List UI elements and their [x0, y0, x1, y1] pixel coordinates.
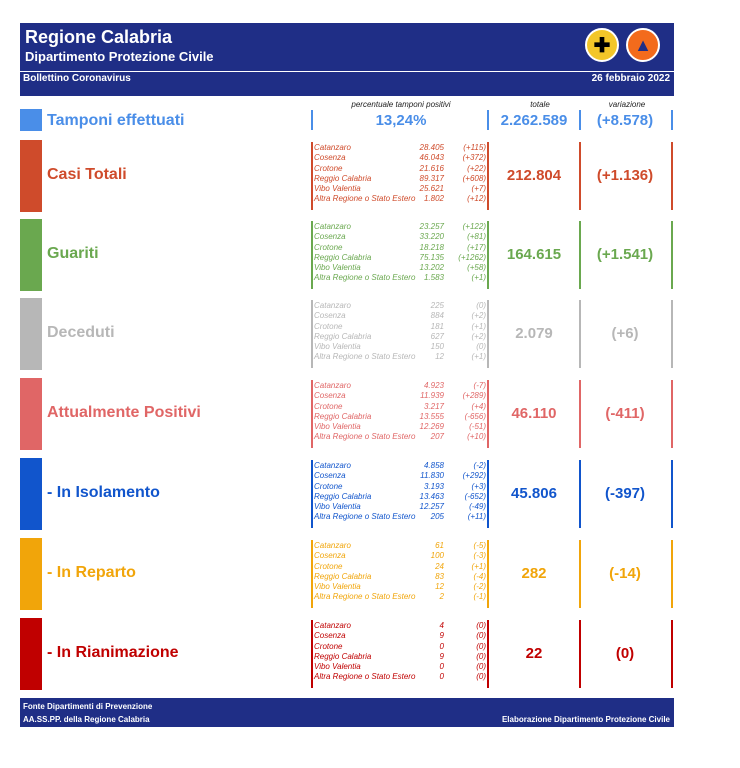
province-delta: (+1) — [471, 321, 486, 331]
province-row — [314, 232, 488, 242]
column-separator — [671, 142, 673, 210]
province-delta: (+12) — [467, 194, 486, 204]
province-row — [314, 164, 488, 174]
column-separator — [671, 620, 673, 688]
province-delta: (0) — [476, 662, 486, 672]
column-separator — [311, 300, 313, 368]
province-name: Crotone — [314, 641, 343, 651]
province-name: Altra Regione o Stato Estero — [314, 273, 416, 283]
bulletin-label: Bollettino Coronavirus — [23, 73, 131, 84]
province-row — [314, 642, 488, 652]
province-delta: (-1) — [473, 592, 486, 602]
province-breakdown — [314, 381, 488, 443]
tamponi-swatch — [20, 109, 42, 131]
province-delta: (+608) — [462, 173, 486, 183]
tamponi-separator — [579, 110, 581, 130]
province-name: Cosenza — [314, 551, 346, 561]
header-divider — [20, 86, 674, 96]
province-row — [314, 381, 488, 391]
province-value: 33.220 — [419, 232, 444, 242]
column-separator — [579, 300, 581, 368]
elaboration-credit: Elaborazione Dipartimento Protezione Civile — [501, 715, 670, 724]
province-delta: (+17) — [467, 242, 486, 252]
province-delta: (-2) — [473, 582, 486, 592]
province-value: 9 — [439, 651, 444, 661]
province-delta: (+1) — [471, 352, 486, 362]
province-value: 28.405 — [419, 143, 444, 152]
province-name: Reggio Calabria — [314, 331, 372, 341]
province-row — [314, 194, 488, 204]
province-row — [314, 332, 488, 342]
province-delta: (+372) — [462, 153, 486, 163]
section-row — [20, 458, 674, 530]
province-delta: (+58) — [467, 263, 486, 273]
province-row — [314, 342, 488, 352]
column-separator — [311, 460, 313, 528]
province-delta: (-3) — [473, 551, 486, 561]
section-swatch — [20, 538, 42, 610]
province-row — [314, 311, 488, 321]
province-value: 207 — [430, 432, 444, 442]
province-name: Altra Regione o Stato Estero — [314, 592, 416, 602]
province-name: Altra Regione o Stato Estero — [314, 512, 416, 522]
percent-column-header: percentuale tamponi positivi — [351, 100, 451, 109]
province-name: Reggio Calabria — [314, 411, 372, 421]
province-delta: (0) — [476, 621, 486, 630]
column-separator — [579, 221, 581, 289]
province-value: 46.043 — [419, 153, 444, 163]
column-separator — [671, 540, 673, 608]
section-change: (+1.136) — [596, 167, 654, 184]
province-value: 181 — [430, 321, 444, 331]
province-delta: (+292) — [462, 471, 486, 481]
province-name: Vibo Valentia — [314, 582, 361, 592]
province-value: 23.257 — [419, 222, 444, 231]
province-name: Vibo Valentia — [314, 263, 361, 273]
province-name: Cosenza — [314, 153, 346, 163]
province-value: 18.218 — [419, 242, 444, 252]
province-delta: (-2) — [473, 461, 486, 470]
province-row — [314, 263, 488, 273]
column-separator — [311, 221, 313, 289]
province-row — [314, 402, 488, 412]
province-delta: (+3) — [471, 481, 486, 491]
province-row — [314, 562, 488, 572]
section-change: (+1.541) — [596, 246, 654, 263]
province-name: Cosenza — [314, 391, 346, 401]
section-total: 22 — [525, 645, 543, 662]
province-delta: (+10) — [467, 432, 486, 442]
province-breakdown — [314, 301, 488, 363]
source-line-2: AA.SS.PP. della Regione Calabria — [23, 715, 150, 724]
section-row — [20, 378, 674, 450]
section-total: 212.804 — [506, 167, 562, 184]
province-name: Catanzaro — [314, 301, 351, 310]
footer-bar — [20, 698, 674, 727]
province-name: Crotone — [314, 561, 343, 571]
section-row — [20, 538, 674, 610]
province-row — [314, 143, 488, 153]
section-total: 2.079 — [515, 325, 553, 342]
province-value: 13.202 — [419, 263, 444, 273]
province-name: Cosenza — [314, 232, 346, 242]
province-name: Cosenza — [314, 631, 346, 641]
province-row — [314, 541, 488, 551]
tamponi-change: (+8.578) — [596, 112, 654, 129]
province-value: 4.923 — [423, 381, 444, 390]
region-title: Regione Calabria — [25, 27, 173, 47]
province-name: Cosenza — [314, 311, 346, 321]
section-label: Attualmente Positivi — [47, 404, 201, 421]
province-value: 1.802 — [423, 194, 444, 204]
total-column-header: totale — [530, 100, 550, 109]
province-name: Reggio Calabria — [314, 252, 372, 262]
province-delta: (+7) — [471, 184, 486, 194]
tamponi-row — [20, 109, 674, 131]
province-name: Vibo Valentia — [314, 422, 361, 432]
province-breakdown — [314, 621, 488, 683]
province-delta: (0) — [476, 672, 486, 682]
province-value: 1.583 — [423, 273, 444, 283]
province-name: Catanzaro — [314, 541, 351, 550]
province-delta: (0) — [476, 631, 486, 641]
column-separator — [311, 380, 313, 448]
source-line-1: Fonte Dipartimenti di Prevenzione — [23, 702, 153, 711]
province-value: 13.555 — [419, 411, 444, 421]
province-value: 75.135 — [419, 252, 444, 262]
province-name: Reggio Calabria — [314, 571, 372, 581]
column-separator — [579, 460, 581, 528]
province-delta: (+11) — [467, 512, 486, 522]
section-row — [20, 298, 674, 370]
province-value: 884 — [430, 311, 444, 321]
province-delta: (+1) — [471, 561, 486, 571]
province-value: 13.463 — [419, 491, 444, 501]
column-separator — [579, 540, 581, 608]
province-row — [314, 492, 488, 502]
section-swatch — [20, 458, 42, 530]
section-total: 45.806 — [511, 485, 557, 502]
province-name: Vibo Valentia — [314, 342, 361, 352]
province-row — [314, 652, 488, 662]
province-row — [314, 572, 488, 582]
province-name: Altra Regione o Stato Estero — [314, 432, 416, 442]
province-row — [314, 253, 488, 263]
province-name: Catanzaro — [314, 143, 351, 152]
province-delta: (-7) — [473, 381, 486, 390]
province-breakdown — [314, 222, 488, 284]
province-row — [314, 422, 488, 432]
section-total: 164.615 — [506, 246, 562, 263]
province-value: 12.257 — [419, 502, 444, 512]
province-row — [314, 672, 488, 682]
province-row — [314, 471, 488, 481]
column-separator — [671, 300, 673, 368]
province-row — [314, 432, 488, 442]
column-separator — [311, 540, 313, 608]
section-change: (-14) — [609, 565, 641, 582]
province-delta: (+1) — [471, 273, 486, 283]
province-delta: (+122) — [462, 222, 486, 231]
section-total: 282 — [521, 565, 547, 582]
section-row — [20, 140, 674, 212]
province-row — [314, 412, 488, 422]
province-name: Altra Regione o Stato Estero — [314, 194, 416, 204]
section-swatch — [20, 378, 42, 450]
section-swatch — [20, 618, 42, 690]
province-row — [314, 174, 488, 184]
section-change: (+6) — [611, 325, 639, 342]
province-value: 24 — [435, 561, 444, 571]
section-swatch — [20, 140, 42, 212]
column-separator — [579, 380, 581, 448]
province-row — [314, 512, 488, 522]
province-value: 150 — [430, 342, 444, 352]
section-label: Deceduti — [47, 324, 115, 341]
province-name: Vibo Valentia — [314, 502, 361, 512]
province-value: 0 — [439, 662, 444, 672]
province-delta: (0) — [476, 641, 486, 651]
province-name: Crotone — [314, 401, 343, 411]
change-column-header: variazione — [608, 100, 646, 109]
tamponi-separator — [487, 110, 489, 130]
province-value: 225 — [430, 301, 444, 310]
section-swatch — [20, 298, 42, 370]
province-delta: (-5) — [473, 541, 486, 550]
section-label: Casi Totali — [47, 166, 127, 183]
province-value: 12 — [435, 352, 444, 362]
province-row — [314, 621, 488, 631]
column-separator — [671, 221, 673, 289]
province-delta: (+81) — [467, 232, 486, 242]
province-row — [314, 551, 488, 561]
section-total: 46.110 — [511, 405, 557, 422]
province-name: Catanzaro — [314, 461, 351, 470]
province-value: 89.317 — [419, 173, 444, 183]
province-name: Crotone — [314, 321, 343, 331]
province-name: Catanzaro — [314, 222, 351, 231]
column-separator — [671, 380, 673, 448]
province-row — [314, 153, 488, 163]
province-row — [314, 301, 488, 311]
province-value: 0 — [439, 672, 444, 682]
section-swatch — [20, 219, 42, 291]
column-separator — [311, 620, 313, 688]
section-label: Guariti — [47, 245, 99, 262]
province-name: Catanzaro — [314, 381, 351, 390]
province-delta: (0) — [476, 342, 486, 352]
province-row — [314, 631, 488, 641]
province-row — [314, 222, 488, 232]
province-value: 11.939 — [420, 391, 444, 401]
province-name: Crotone — [314, 481, 343, 491]
province-value: 2 — [439, 592, 444, 602]
province-row — [314, 502, 488, 512]
province-row — [314, 582, 488, 592]
province-row — [314, 352, 488, 362]
column-separator — [671, 460, 673, 528]
province-row — [314, 322, 488, 332]
province-value: 12 — [435, 582, 444, 592]
province-delta: (-656) — [464, 411, 486, 421]
section-label: - In Reparto — [47, 564, 136, 581]
province-name: Vibo Valentia — [314, 184, 361, 194]
province-value: 3.193 — [423, 481, 444, 491]
province-delta: (+22) — [467, 163, 486, 173]
tamponi-separator — [671, 110, 673, 130]
province-value: 3.217 — [423, 401, 444, 411]
province-name: Crotone — [314, 242, 343, 252]
province-value: 4.858 — [423, 461, 444, 470]
province-value: 205 — [430, 512, 444, 522]
civil-protection-logo-icon: ▲ — [626, 28, 660, 62]
province-row — [314, 662, 488, 672]
province-delta: (+2) — [471, 311, 486, 321]
column-separator — [311, 142, 313, 210]
bulletin-bar — [20, 71, 674, 86]
province-value: 61 — [435, 541, 444, 550]
province-row — [314, 391, 488, 401]
province-delta: (+289) — [462, 391, 486, 401]
province-name: Vibo Valentia — [314, 662, 361, 672]
province-value: 11.830 — [420, 471, 444, 481]
province-delta: (+4) — [471, 401, 486, 411]
section-label: - In Isolamento — [47, 484, 160, 501]
tamponi-percent: 13,24% — [375, 112, 427, 129]
province-value: 25.621 — [419, 184, 444, 194]
province-name: Crotone — [314, 163, 343, 173]
section-change: (-411) — [605, 405, 645, 422]
province-breakdown — [314, 541, 488, 603]
bulletin-date: 26 febbraio 2022 — [591, 73, 670, 84]
province-value: 100 — [430, 551, 444, 561]
tamponi-label: Tamponi effettuati — [47, 112, 185, 129]
section-label: - In Rianimazione — [47, 644, 179, 661]
province-name: Reggio Calabria — [314, 651, 372, 661]
province-name: Cosenza — [314, 471, 346, 481]
province-delta: (+115) — [463, 143, 486, 152]
section-change: (-397) — [604, 485, 645, 502]
region-logo-icon: ✚ — [585, 28, 619, 62]
province-value: 83 — [435, 571, 444, 581]
province-name: Altra Regione o Stato Estero — [314, 352, 416, 362]
province-row — [314, 592, 488, 602]
section-row — [20, 219, 674, 291]
province-row — [314, 273, 488, 283]
province-value: 0 — [439, 641, 444, 651]
province-name: Catanzaro — [314, 621, 351, 630]
province-breakdown — [314, 461, 488, 523]
province-row — [314, 243, 488, 253]
province-delta: (0) — [476, 301, 486, 310]
province-value: 9 — [439, 631, 444, 641]
province-value: 21.616 — [419, 163, 444, 173]
column-separator — [579, 620, 581, 688]
province-value: 627 — [430, 331, 444, 341]
column-separator — [579, 142, 581, 210]
province-delta: (+1262) — [458, 252, 486, 262]
province-value: 4 — [439, 621, 444, 630]
province-delta: (-49) — [469, 502, 486, 512]
section-change: (0) — [615, 645, 635, 662]
province-delta: (+2) — [471, 331, 486, 341]
province-breakdown — [314, 143, 488, 205]
province-delta: (-652) — [464, 491, 486, 501]
province-row — [314, 482, 488, 492]
province-row — [314, 461, 488, 471]
province-name: Reggio Calabria — [314, 491, 372, 501]
province-name: Altra Regione o Stato Estero — [314, 672, 416, 682]
province-delta: (-4) — [473, 571, 486, 581]
tamponi-total: 2.262.589 — [500, 112, 568, 129]
province-delta: (0) — [476, 651, 486, 661]
province-name: Reggio Calabria — [314, 173, 372, 183]
section-row — [20, 618, 674, 690]
province-delta: (-51) — [469, 422, 486, 432]
province-row — [314, 184, 488, 194]
tamponi-separator — [311, 110, 313, 130]
province-value: 12.269 — [419, 422, 444, 432]
department-subtitle: Dipartimento Protezione Civile — [25, 49, 214, 64]
